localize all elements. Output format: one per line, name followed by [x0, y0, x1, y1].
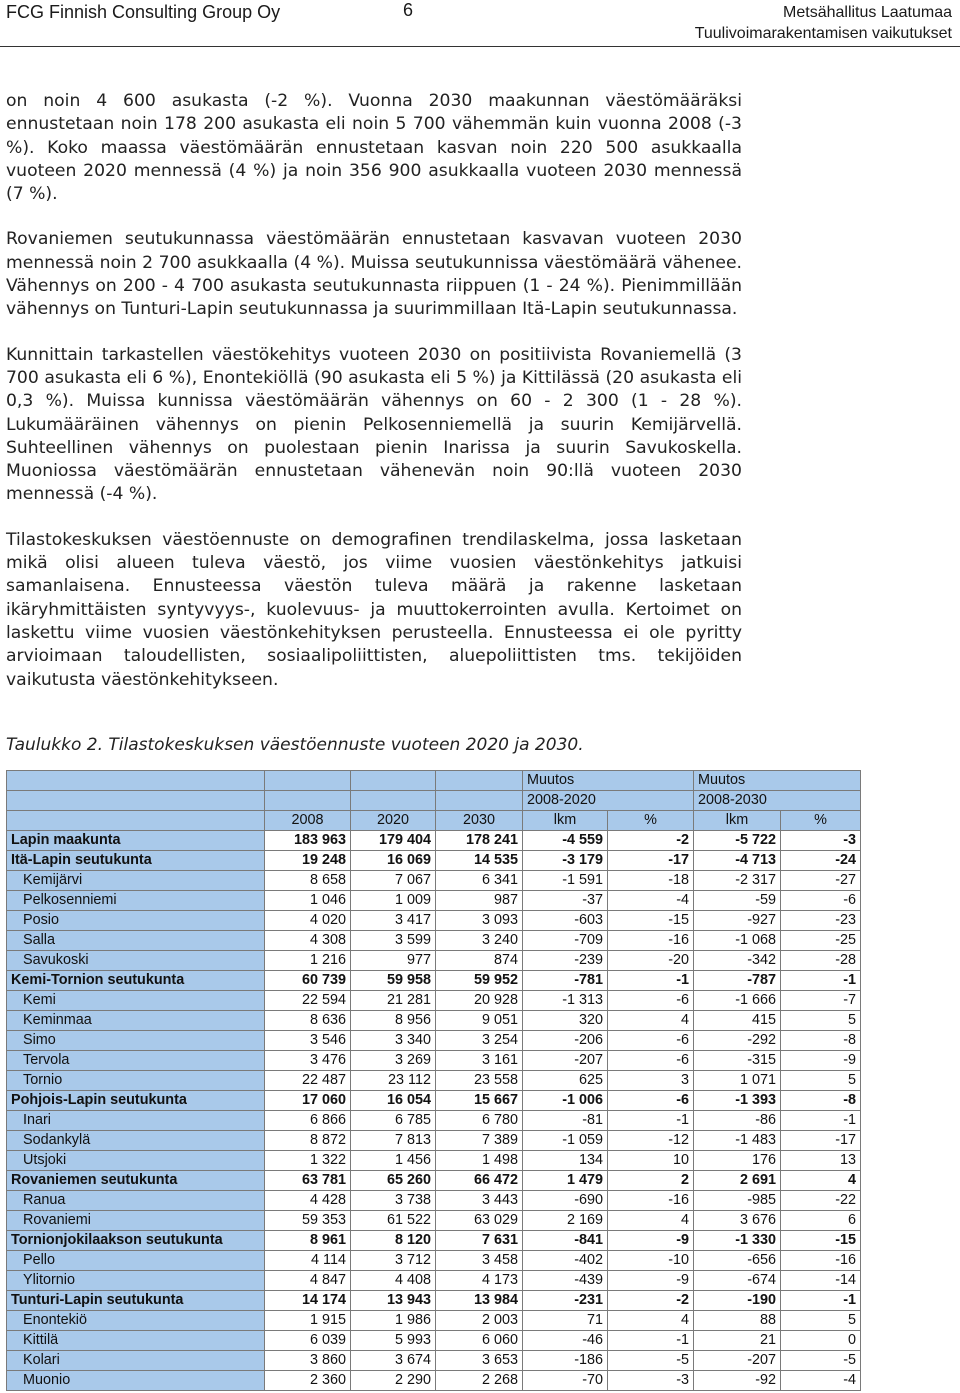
table-group-header-row: [7, 791, 861, 811]
paragraph: Tilastokeskuksen väestöennuste on demografinen trendilaskelma, jossa lasketaan mikä olisi alueen tuleva väestö, jos viime vuosien väestönkehitys jatkuisi samanlaisena. Ennusteessa väestön tuleva määrä ja rakenne lasketaan ikäryhmittäisten syntyvyys-, kuolevuus- ja muuttokerrointen avulla. Kertoimet on laskettu viime vuosien väestönkehityksen perusteella. Ennusteessa ei ole pyritty arvioimaan taloudellisten, sosiaalipoliittisten, aluepoliittisten tms. tekijöiden vaikutusta väestönkehitykseen.: [6, 529, 742, 690]
value-cell: -5 722: [694, 831, 781, 851]
value-cell: 987: [436, 891, 523, 911]
value-cell: -37: [523, 891, 608, 911]
value-cell: 5 993: [351, 1331, 436, 1351]
value-cell: -92: [694, 1371, 781, 1391]
value-cell: 625: [523, 1071, 608, 1091]
value-cell: 6 039: [265, 1331, 351, 1351]
table-row: [7, 1271, 861, 1291]
value-cell: -231: [523, 1291, 608, 1311]
value-cell: -86: [694, 1111, 781, 1131]
value-cell: -186: [523, 1351, 608, 1371]
value-cell: 320: [523, 1011, 608, 1031]
value-cell: -674: [694, 1271, 781, 1291]
table-row: [7, 831, 861, 851]
value-cell: -46: [523, 1331, 608, 1351]
region-name-cell: Sodankylä: [7, 1131, 265, 1151]
region-name-cell: Lapin maakunta: [7, 831, 265, 851]
value-cell: -342: [694, 951, 781, 971]
value-cell: 3 458: [436, 1251, 523, 1271]
table-row: [7, 1071, 861, 1091]
value-cell: 7 389: [436, 1131, 523, 1151]
value-cell: -17: [781, 1131, 861, 1151]
region-name-cell: Kemi-Tornion seutukunta: [7, 971, 265, 991]
paragraph: Rovaniemen seutukunnassa väestömäärän ennustetaan kasvavan vuoteen 2030 mennessä noin 2 700 asukkaalla (4 %). Muissa seutukunnissa väestömäärä vähenee. Vähennys on 200 - 4 700 asukasta seutukunnasta riippuen (1 - 24 %). Pienimmillään vähennys on Tunturi-Lapin seutukunnassa ja suurimmillaan Itä-Lapin seutukunnassa.: [6, 229, 742, 320]
value-cell: 5: [781, 1311, 861, 1331]
value-cell: 3 093: [436, 911, 523, 931]
header-cell: [351, 791, 436, 811]
value-cell: -4: [781, 1371, 861, 1391]
header-client: Metsähallitus Laatumaa: [783, 4, 952, 21]
region-name-cell: Tornionjokilaakson seutukunta: [7, 1231, 265, 1251]
value-cell: -16: [608, 1191, 694, 1211]
value-cell: -781: [523, 971, 608, 991]
value-cell: 4 114: [265, 1251, 351, 1271]
value-cell: 21 281: [351, 991, 436, 1011]
value-cell: 134: [523, 1151, 608, 1171]
column-header: lkm: [694, 811, 781, 831]
header-cell: [7, 811, 265, 831]
page-header: [0, 0, 960, 47]
table-row: [7, 1091, 861, 1111]
column-header: 2030: [436, 811, 523, 831]
region-name-cell: Inari: [7, 1111, 265, 1131]
region-name-cell: Rovaniemi: [7, 1211, 265, 1231]
value-cell: 3 653: [436, 1351, 523, 1371]
table-row: [7, 1231, 861, 1251]
value-cell: 63 781: [265, 1171, 351, 1191]
value-cell: -841: [523, 1231, 608, 1251]
region-name-cell: Keminmaa: [7, 1011, 265, 1031]
header-cell: [7, 771, 265, 791]
value-cell: 1 071: [694, 1071, 781, 1091]
region-name-cell: Tornio: [7, 1071, 265, 1091]
value-cell: 66 472: [436, 1171, 523, 1191]
table-row: [7, 971, 861, 991]
value-cell: 2 003: [436, 1311, 523, 1331]
value-cell: 7 631: [436, 1231, 523, 1251]
value-cell: -20: [608, 951, 694, 971]
value-cell: -81: [523, 1111, 608, 1131]
value-cell: 6 785: [351, 1111, 436, 1131]
value-cell: 20 928: [436, 991, 523, 1011]
value-cell: 4: [608, 1311, 694, 1331]
value-cell: -207: [694, 1351, 781, 1371]
value-cell: -70: [523, 1371, 608, 1391]
value-cell: -27: [781, 871, 861, 891]
paragraph: Kunnittain tarkastellen väestökehitys vuoteen 2030 on positiivista Rovaniemellä (3 700 asukasta eli 6 %), Enontekiöllä (90 asukasta eli 5 %) ja Kittilässä (20 asukasta eli 0,3 %). Muissa kunnissa väestömäärän vähennys on 60 - 2 300 (1 - 28 %). Lukumääräinen vähennys on pienin Pelkosenniemellä ja suurin Kemijärvellä. Suhteellinen vähennys on puolestaan pienin Inarissa ja suurin Savukoskella. Muoniossa väestömäärän ennustetaan vähenevän noin 90:llä vuoteen 2030 mennessä (-4 %).: [6, 344, 742, 505]
region-name-cell: Tunturi-Lapin seutukunta: [7, 1291, 265, 1311]
value-cell: -1: [608, 971, 694, 991]
value-cell: 2 360: [265, 1371, 351, 1391]
value-cell: -3: [781, 831, 861, 851]
value-cell: 6 341: [436, 871, 523, 891]
value-cell: 7 813: [351, 1131, 436, 1151]
value-cell: -1 666: [694, 991, 781, 1011]
value-cell: 4: [608, 1211, 694, 1231]
value-cell: -1 068: [694, 931, 781, 951]
value-cell: -5: [781, 1351, 861, 1371]
column-header: %: [781, 811, 861, 831]
value-cell: -690: [523, 1191, 608, 1211]
value-cell: -5: [608, 1351, 694, 1371]
value-cell: -6: [781, 891, 861, 911]
value-cell: 1 046: [265, 891, 351, 911]
value-cell: 1 216: [265, 951, 351, 971]
paragraph: on noin 4 600 asukasta (-2 %). Vuonna 2030 maakunnan väestömääräksi ennustetaan noin 178 200 asukasta eli noin 5 700 vähemmän kuin vuonna 2008 (-3 %). Koko maassa väestömäärän ennustetaan kasvan noin 220 500 asukkaalla vuoteen 2020 mennessä (4 %) ja noin 356 900 asukkaalla vuoteen 2030 mennessä (7 %).: [6, 91, 742, 205]
value-cell: -9: [608, 1271, 694, 1291]
value-cell: -1 393: [694, 1091, 781, 1111]
value-cell: -402: [523, 1251, 608, 1271]
value-cell: 8 872: [265, 1131, 351, 1151]
table-column-header-row: [7, 811, 861, 831]
region-name-cell: Tervola: [7, 1051, 265, 1071]
table-row: [7, 911, 861, 931]
table-row: [7, 1111, 861, 1131]
value-cell: -656: [694, 1251, 781, 1271]
value-cell: 4: [608, 1011, 694, 1031]
value-cell: 8 658: [265, 871, 351, 891]
value-cell: 3 860: [265, 1351, 351, 1371]
value-cell: 13 943: [351, 1291, 436, 1311]
table-row: [7, 1291, 861, 1311]
population-forecast-table: [6, 770, 861, 1391]
value-cell: 16 069: [351, 851, 436, 871]
value-cell: 1 986: [351, 1311, 436, 1331]
value-cell: 874: [436, 951, 523, 971]
value-cell: 14 174: [265, 1291, 351, 1311]
value-cell: 6 780: [436, 1111, 523, 1131]
value-cell: 3 676: [694, 1211, 781, 1231]
value-cell: 183 963: [265, 831, 351, 851]
value-cell: -2: [608, 831, 694, 851]
value-cell: 4 173: [436, 1271, 523, 1291]
value-cell: -1 330: [694, 1231, 781, 1251]
value-cell: 5: [781, 1011, 861, 1031]
value-cell: 8 120: [351, 1231, 436, 1251]
value-cell: 3 674: [351, 1351, 436, 1371]
region-name-cell: Kolari: [7, 1351, 265, 1371]
value-cell: -1 059: [523, 1131, 608, 1151]
value-cell: -22: [781, 1191, 861, 1211]
value-cell: -9: [608, 1231, 694, 1251]
value-cell: 2 169: [523, 1211, 608, 1231]
table-row: [7, 1211, 861, 1231]
value-cell: -15: [781, 1231, 861, 1251]
region-name-cell: Ylitornio: [7, 1271, 265, 1291]
table-row: [7, 991, 861, 1011]
value-cell: -2 317: [694, 871, 781, 891]
value-cell: 3 340: [351, 1031, 436, 1051]
value-cell: 3 417: [351, 911, 436, 931]
value-cell: 23 558: [436, 1071, 523, 1091]
region-name-cell: Itä-Lapin seutukunta: [7, 851, 265, 871]
value-cell: 88: [694, 1311, 781, 1331]
value-cell: -1 591: [523, 871, 608, 891]
value-cell: 6 060: [436, 1331, 523, 1351]
value-cell: -4 713: [694, 851, 781, 871]
region-name-cell: Rovaniemen seutukunta: [7, 1171, 265, 1191]
change-2030-header: Muutos: [694, 771, 861, 791]
region-name-cell: Enontekiö: [7, 1311, 265, 1331]
value-cell: -1: [781, 1291, 861, 1311]
value-cell: -1: [781, 1111, 861, 1131]
value-cell: -59: [694, 891, 781, 911]
value-cell: -9: [781, 1051, 861, 1071]
value-cell: -16: [608, 931, 694, 951]
value-cell: 15 667: [436, 1091, 523, 1111]
value-cell: -23: [781, 911, 861, 931]
value-cell: 1 322: [265, 1151, 351, 1171]
region-name-cell: Pelkosenniemi: [7, 891, 265, 911]
value-cell: 3: [608, 1071, 694, 1091]
value-cell: 8 956: [351, 1011, 436, 1031]
value-cell: 10: [608, 1151, 694, 1171]
value-cell: -15: [608, 911, 694, 931]
value-cell: -12: [608, 1131, 694, 1151]
table-row: [7, 1311, 861, 1331]
header-cell: [436, 771, 523, 791]
table-caption: Taulukko 2. Tilastokeskuksen väestöennuste vuoteen 2020 ja 2030.: [6, 735, 584, 755]
region-name-cell: Kemijärvi: [7, 871, 265, 891]
value-cell: 59 958: [351, 971, 436, 991]
table-row: [7, 1011, 861, 1031]
value-cell: -207: [523, 1051, 608, 1071]
value-cell: -16: [781, 1251, 861, 1271]
value-cell: 17 060: [265, 1091, 351, 1111]
value-cell: -7: [781, 991, 861, 1011]
value-cell: -292: [694, 1031, 781, 1051]
value-cell: 61 522: [351, 1211, 436, 1231]
region-name-cell: Salla: [7, 931, 265, 951]
value-cell: 22 487: [265, 1071, 351, 1091]
value-cell: 8 636: [265, 1011, 351, 1031]
value-cell: -985: [694, 1191, 781, 1211]
change-2020-period: 2008-2020: [523, 791, 694, 811]
value-cell: 23 112: [351, 1071, 436, 1091]
value-cell: 7 067: [351, 871, 436, 891]
value-cell: 2: [608, 1171, 694, 1191]
value-cell: -24: [781, 851, 861, 871]
header-project: [695, 2, 952, 44]
table-row: [7, 871, 861, 891]
value-cell: -25: [781, 931, 861, 951]
table-row: [7, 1031, 861, 1051]
value-cell: 5: [781, 1071, 861, 1091]
value-cell: -4: [608, 891, 694, 911]
region-name-cell: Pohjois-Lapin seutukunta: [7, 1091, 265, 1111]
value-cell: 176: [694, 1151, 781, 1171]
value-cell: 4 428: [265, 1191, 351, 1211]
value-cell: -206: [523, 1031, 608, 1051]
value-cell: -1: [781, 971, 861, 991]
column-header: %: [608, 811, 694, 831]
value-cell: -787: [694, 971, 781, 991]
table-row: [7, 1131, 861, 1151]
value-cell: -10: [608, 1251, 694, 1271]
value-cell: 6: [781, 1211, 861, 1231]
value-cell: 71: [523, 1311, 608, 1331]
value-cell: 977: [351, 951, 436, 971]
table-row: [7, 1351, 861, 1371]
value-cell: -8: [781, 1031, 861, 1051]
header-cell: [265, 771, 351, 791]
value-cell: 0: [781, 1331, 861, 1351]
change-2020-header: Muutos: [523, 771, 694, 791]
header-cell: [265, 791, 351, 811]
value-cell: 13: [781, 1151, 861, 1171]
value-cell: 59 353: [265, 1211, 351, 1231]
value-cell: -927: [694, 911, 781, 931]
value-cell: 3 254: [436, 1031, 523, 1051]
table-row: [7, 891, 861, 911]
value-cell: 3 476: [265, 1051, 351, 1071]
column-header: lkm: [523, 811, 608, 831]
value-cell: 1 456: [351, 1151, 436, 1171]
value-cell: 63 029: [436, 1211, 523, 1231]
value-cell: 60 739: [265, 971, 351, 991]
header-cell: [7, 791, 265, 811]
value-cell: -18: [608, 871, 694, 891]
value-cell: -1 006: [523, 1091, 608, 1111]
value-cell: 415: [694, 1011, 781, 1031]
value-cell: -709: [523, 931, 608, 951]
value-cell: 3 599: [351, 931, 436, 951]
value-cell: 1 009: [351, 891, 436, 911]
value-cell: 3 443: [436, 1191, 523, 1211]
value-cell: 14 535: [436, 851, 523, 871]
value-cell: -1 313: [523, 991, 608, 1011]
value-cell: 16 054: [351, 1091, 436, 1111]
region-name-cell: Kemi: [7, 991, 265, 1011]
value-cell: -1 483: [694, 1131, 781, 1151]
table-row: [7, 1151, 861, 1171]
value-cell: 4 308: [265, 931, 351, 951]
value-cell: 13 984: [436, 1291, 523, 1311]
table-row: [7, 851, 861, 871]
value-cell: 4 847: [265, 1271, 351, 1291]
value-cell: 9 051: [436, 1011, 523, 1031]
value-cell: 1 498: [436, 1151, 523, 1171]
value-cell: -28: [781, 951, 861, 971]
value-cell: -439: [523, 1271, 608, 1291]
value-cell: 2 290: [351, 1371, 436, 1391]
value-cell: -14: [781, 1271, 861, 1291]
header-cell: [436, 791, 523, 811]
region-name-cell: Savukoski: [7, 951, 265, 971]
value-cell: -1: [608, 1331, 694, 1351]
value-cell: 3 161: [436, 1051, 523, 1071]
region-name-cell: Utsjoki: [7, 1151, 265, 1171]
region-name-cell: Muonio: [7, 1371, 265, 1391]
region-name-cell: Ranua: [7, 1191, 265, 1211]
value-cell: 4: [781, 1171, 861, 1191]
value-cell: -2: [608, 1291, 694, 1311]
table-row: [7, 1051, 861, 1071]
value-cell: 22 594: [265, 991, 351, 1011]
value-cell: 8 961: [265, 1231, 351, 1251]
value-cell: 3 546: [265, 1031, 351, 1051]
value-cell: 59 952: [436, 971, 523, 991]
value-cell: 2 268: [436, 1371, 523, 1391]
value-cell: -3 179: [523, 851, 608, 871]
region-name-cell: Posio: [7, 911, 265, 931]
value-cell: 21: [694, 1331, 781, 1351]
table-row: [7, 1191, 861, 1211]
value-cell: -8: [781, 1091, 861, 1111]
value-cell: 1 479: [523, 1171, 608, 1191]
value-cell: -17: [608, 851, 694, 871]
value-cell: -6: [608, 1051, 694, 1071]
header-subject: Tuulivoimarakentamisen vaikutukset: [694, 25, 952, 42]
column-header: 2020: [351, 811, 436, 831]
value-cell: 3 712: [351, 1251, 436, 1271]
change-2030-period: 2008-2030: [694, 791, 861, 811]
value-cell: 178 241: [436, 831, 523, 851]
header-company: FCG Finnish Consulting Group Oy: [6, 2, 281, 22]
value-cell: 19 248: [265, 851, 351, 871]
value-cell: -4 559: [523, 831, 608, 851]
table-row: [7, 1331, 861, 1351]
table-row: [7, 951, 861, 971]
value-cell: 179 404: [351, 831, 436, 851]
value-cell: 1 915: [265, 1311, 351, 1331]
value-cell: 6 866: [265, 1111, 351, 1131]
value-cell: 4 408: [351, 1271, 436, 1291]
region-name-cell: Pello: [7, 1251, 265, 1271]
value-cell: -6: [608, 1031, 694, 1051]
body-text: [6, 90, 742, 714]
value-cell: -3: [608, 1371, 694, 1391]
value-cell: -315: [694, 1051, 781, 1071]
table-group-header-row: [7, 771, 861, 791]
table-row: [7, 931, 861, 951]
value-cell: 3 240: [436, 931, 523, 951]
value-cell: 3 738: [351, 1191, 436, 1211]
region-name-cell: Kittilä: [7, 1331, 265, 1351]
value-cell: -239: [523, 951, 608, 971]
value-cell: -190: [694, 1291, 781, 1311]
page-number: 6: [403, 0, 414, 20]
table-row: [7, 1371, 861, 1391]
value-cell: -1: [608, 1111, 694, 1131]
value-cell: 2 691: [694, 1171, 781, 1191]
header-cell: [351, 771, 436, 791]
value-cell: 4 020: [265, 911, 351, 931]
table-row: [7, 1251, 861, 1271]
value-cell: 65 260: [351, 1171, 436, 1191]
column-header: 2008: [265, 811, 351, 831]
value-cell: -6: [608, 991, 694, 1011]
value-cell: -603: [523, 911, 608, 931]
region-name-cell: Simo: [7, 1031, 265, 1051]
value-cell: 3 269: [351, 1051, 436, 1071]
value-cell: -6: [608, 1091, 694, 1111]
table-row: [7, 1171, 861, 1191]
